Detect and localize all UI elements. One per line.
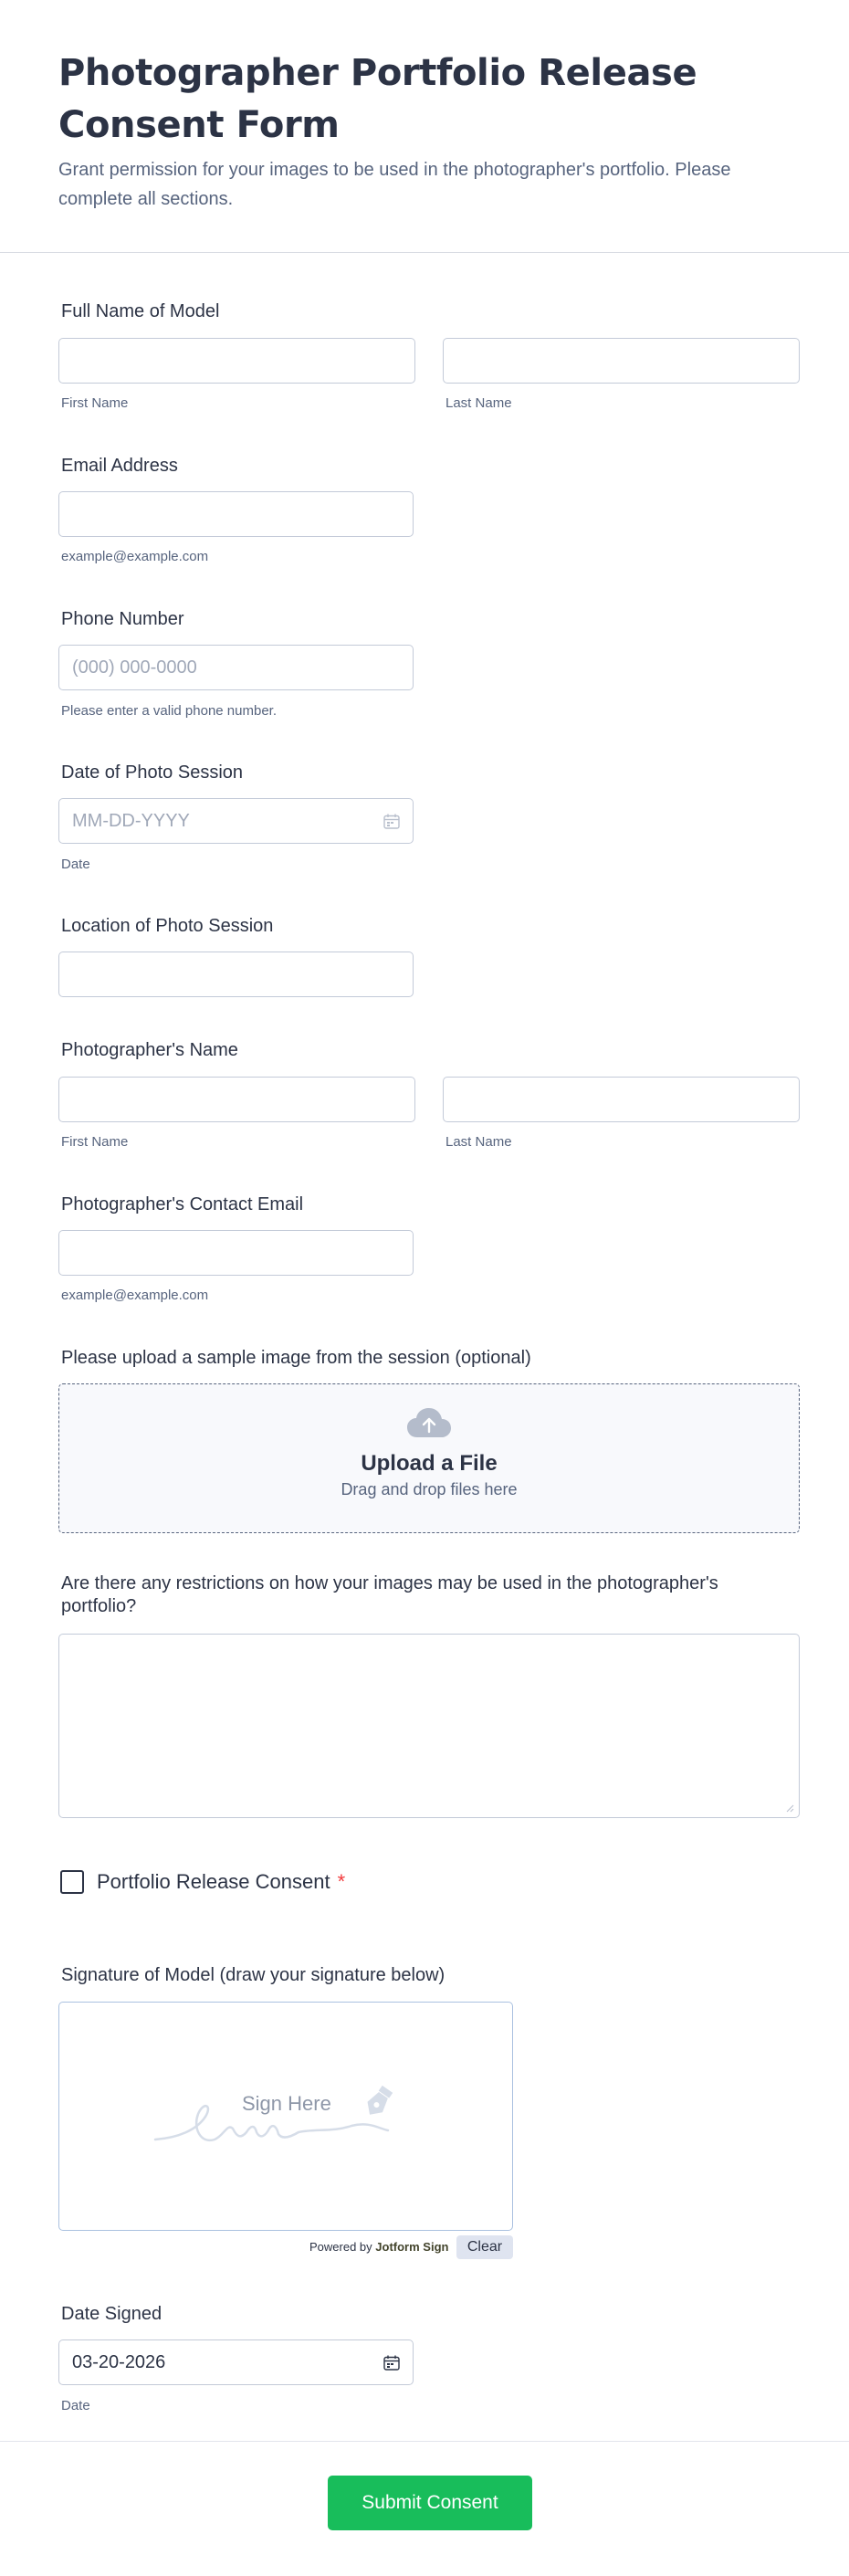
signature-pad[interactable] [58,2002,513,2231]
form-header [0,0,849,253]
email-sublabel: example@example.com [61,549,209,564]
consent-label[interactable]: Portfolio Release Consent [97,1870,330,1893]
file-upload-dropzone[interactable] [58,1383,800,1533]
email-input[interactable] [58,491,414,537]
signature-scribble-icon [59,2003,514,2232]
phone-placeholder: (000) 000-0000 [72,657,197,678]
photographer-email-input[interactable] [58,1230,414,1276]
photographer-last-name-input[interactable] [443,1077,800,1122]
consent-checkbox[interactable] [60,1870,84,1894]
model-name-label: Full Name of Model [61,301,220,321]
submit-button[interactable]: Submit Consent [328,2476,532,2530]
photographer-name-label: Photographer's Name [61,1040,238,1060]
phone-label: Phone Number [61,609,184,629]
model-first-name-sublabel: First Name [61,395,129,411]
location-label: Location of Photo Session [61,916,274,936]
cloud-upload-icon [405,1406,453,1441]
location-input[interactable] [58,952,414,997]
jotform-sign-brand: Jotform Sign [375,2240,449,2254]
phone-input[interactable] [58,645,414,690]
upload-label: Please upload a sample image from the session (optional) [61,1348,531,1368]
form-title: Photographer Portfolio Release Consent Form [58,52,697,146]
email-label: Email Address [61,456,178,476]
clear-signature-button[interactable]: Clear [456,2235,513,2259]
session-date-input[interactable] [58,798,414,844]
date-signed-label: Date Signed [61,2304,162,2324]
date-signed-sublabel: Date [61,2398,90,2413]
restrictions-textarea[interactable] [58,1634,800,1818]
photographer-first-name-sublabel: First Name [61,1134,129,1150]
photographer-email-label: Photographer's Contact Email [61,1194,304,1214]
restrictions-label: Are there any restrictions on how your images may be used in the photographer's portfolio? [61,1573,718,1616]
photographer-email-sublabel: example@example.com [61,1288,209,1303]
session-date-sublabel: Date [61,857,90,872]
resize-handle-icon[interactable] [785,1803,794,1813]
model-first-name-input[interactable] [58,338,415,384]
consent-row [60,1870,345,1894]
signature-placeholder: Sign Here [242,2092,331,2115]
upload-hint: Drag and drop files here [341,1480,518,1498]
photographer-first-name-input[interactable] [58,1077,415,1122]
calendar-icon[interactable] [383,2355,400,2371]
upload-title: Upload a File [361,1451,498,1476]
form-description: Grant permission for your images to be used in the photographer's portfolio. Please complete all sections. [58,160,731,209]
date-signed-value: 03-20-2026 [72,2351,166,2372]
photographer-last-name-sublabel: Last Name [445,1134,512,1150]
model-last-name-sublabel: Last Name [445,395,512,411]
calendar-icon[interactable] [383,814,400,829]
phone-sublabel: Please enter a valid phone number. [61,703,277,719]
required-mark: * [337,1870,346,1893]
session-date-placeholder: MM-DD-YYYY [72,810,190,831]
date-signed-input[interactable] [58,2339,414,2385]
session-date-label: Date of Photo Session [61,762,244,783]
model-last-name-input[interactable] [443,338,800,384]
powered-by: Powered by Jotform Sign [309,2240,449,2254]
signature-label: Signature of Model (draw your signature below) [61,1965,445,1985]
